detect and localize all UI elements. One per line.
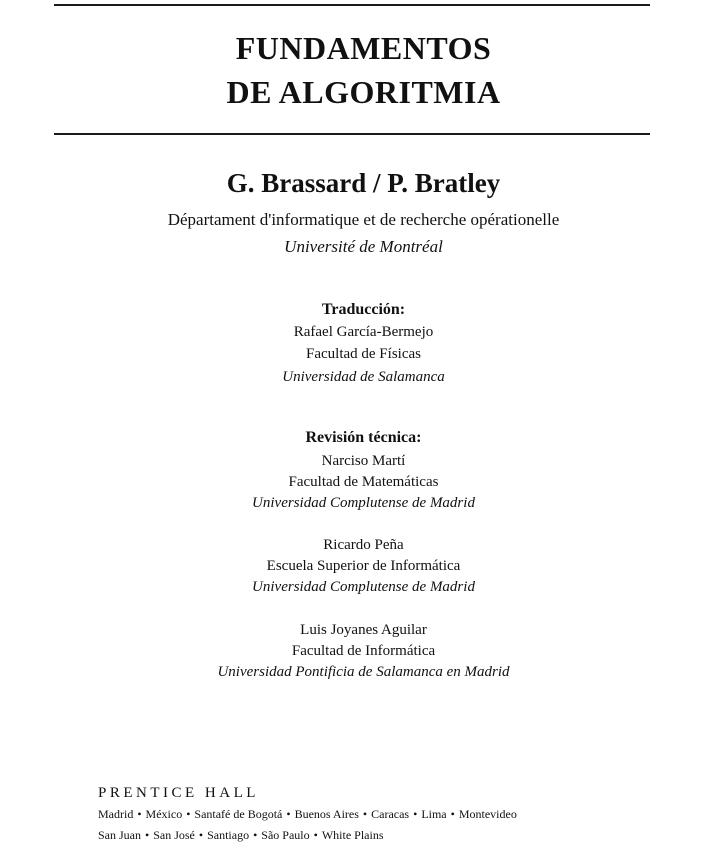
city-separator: • xyxy=(145,828,150,842)
city-separator: • xyxy=(286,807,291,821)
city-separator: • xyxy=(186,807,191,821)
publisher-city: Santafé de Bogotá xyxy=(194,807,283,821)
translation-heading: Traducción: xyxy=(321,301,406,318)
publisher-city: São Paulo xyxy=(261,828,310,842)
reviewer-faculty: Facultad de Informática xyxy=(291,643,436,659)
publisher-city: White Plains xyxy=(321,828,384,842)
author-department: Départament d'informatique et de recherche opérationelle xyxy=(167,210,560,229)
city-separator: • xyxy=(450,807,455,821)
title-rule xyxy=(54,133,650,135)
publisher-city: San José xyxy=(153,828,195,842)
reviewer-name: Narciso Martí xyxy=(321,453,406,469)
authors: G. Brassard / P. Bratley xyxy=(226,168,501,198)
translator-university: Universidad de Salamanca xyxy=(282,369,445,385)
publisher-city: Caracas xyxy=(371,807,410,821)
publisher-name: PRENTICE HALL xyxy=(98,785,259,801)
publisher-cities-line-1 xyxy=(98,805,517,823)
reviewer-name: Luis Joyanes Aguilar xyxy=(300,622,427,638)
reviewer-faculty: Facultad de Matemáticas xyxy=(288,474,439,490)
reviewer-faculty: Escuela Superior de Informática xyxy=(266,558,461,574)
city-separator: • xyxy=(198,828,204,842)
technical-review-heading: Revisión técnica: xyxy=(305,429,422,446)
book-title-line-2: DE ALGORITMIA xyxy=(226,74,501,110)
reviewer-name: Ricardo Peña xyxy=(323,537,404,553)
reviewer-university: Universidad Complutense de Madrid xyxy=(252,579,475,595)
translator-faculty: Facultad de Físicas xyxy=(306,346,421,362)
publisher-city: Lima xyxy=(421,807,447,821)
reviewer-university: Universidad Complutense de Madrid xyxy=(252,495,475,511)
author-university: Université de Montréal xyxy=(284,237,443,256)
city-separator: • xyxy=(253,828,258,842)
publisher-city: Montevideo xyxy=(458,807,517,821)
book-title-line-1: FUNDAMENTOS xyxy=(235,30,492,66)
publisher-city: Buenos Aires xyxy=(294,807,359,821)
city-separator: • xyxy=(413,807,418,821)
publisher-city: Santiago xyxy=(207,828,250,842)
reviewer-university: Universidad Pontificia de Salamanca en Madrid xyxy=(217,664,510,680)
publisher-city: México xyxy=(145,807,183,821)
city-separator: • xyxy=(137,807,142,821)
city-separator: • xyxy=(313,828,318,842)
publisher-city: Madrid xyxy=(98,807,134,821)
publisher-city: San Juan xyxy=(98,828,141,842)
translator-name: Rafael García-Bermejo xyxy=(293,324,434,340)
top-rule xyxy=(54,4,650,6)
city-separator: • xyxy=(362,807,368,821)
publisher-cities-line-2 xyxy=(98,826,384,844)
